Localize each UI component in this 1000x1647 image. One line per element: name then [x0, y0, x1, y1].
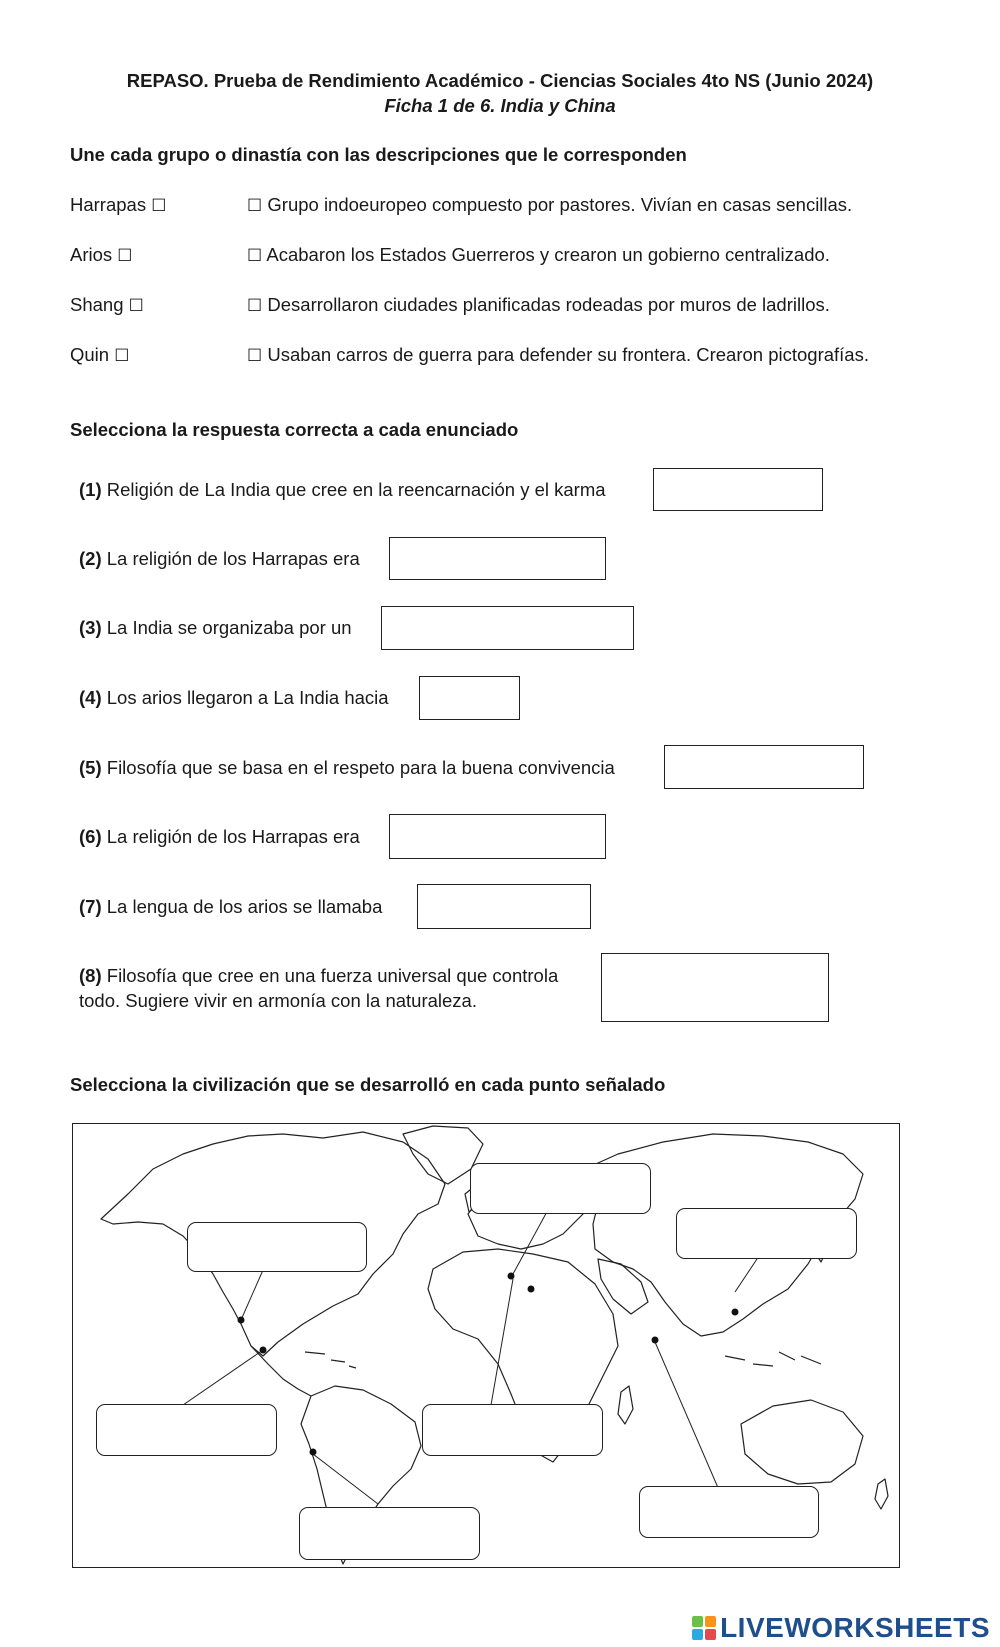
section2-heading: Selecciona la respuesta correcta a cada enunciado — [70, 419, 519, 440]
pointer-line — [241, 1270, 263, 1320]
location-point — [528, 1286, 535, 1293]
answer-select[interactable] — [381, 606, 634, 650]
question — [79, 894, 382, 919]
match-checkbox[interactable]: ☐ — [117, 246, 133, 266]
pointer-line — [313, 1454, 378, 1504]
group-label: Harrapas — [70, 194, 147, 215]
map-answer-select[interactable] — [422, 1404, 603, 1456]
question — [79, 546, 360, 571]
new-zealand-shape — [875, 1479, 888, 1509]
description-item — [247, 194, 852, 216]
question-number: (3) — [79, 617, 102, 638]
question-text: La India se organizaba por un — [106, 617, 352, 638]
question-text: Filosofía que cree en una fuerza universal que controla — [106, 965, 559, 986]
group-label: Quin — [70, 344, 110, 365]
location-point — [238, 1317, 245, 1324]
question-text: Religión de La India que cree en la reencarnación y el karma — [106, 479, 606, 500]
map-answer-select[interactable] — [187, 1222, 367, 1272]
description-text: Usaban carros de guerra para defender su frontera. Crearon pictografías. — [267, 344, 869, 365]
map-answer-select[interactable] — [470, 1163, 651, 1214]
group-label: Arios — [70, 244, 113, 265]
match-checkbox[interactable]: ☐ — [114, 346, 130, 366]
description-text: Acabaron los Estados Guerreros y crearon un gobierno centralizado. — [266, 244, 830, 265]
liveworksheets-logo-icon — [692, 1616, 716, 1640]
question-number: (1) — [79, 479, 102, 500]
question-text: Los arios llegaron a La India hacia — [106, 687, 389, 708]
section1-heading: Une cada grupo o dinastía con las descripciones que le corresponden — [70, 144, 687, 165]
indonesia-shape — [725, 1352, 821, 1366]
pointer-line — [655, 1342, 719, 1490]
question — [79, 615, 352, 640]
question — [79, 685, 389, 710]
answer-select[interactable] — [664, 745, 864, 789]
answer-select[interactable] — [389, 814, 606, 859]
answer-select[interactable] — [417, 884, 591, 929]
question-number: (6) — [79, 826, 102, 847]
question-number: (4) — [79, 687, 102, 708]
location-point — [652, 1337, 659, 1344]
match-checkbox[interactable]: ☐ — [151, 196, 167, 216]
map-answer-select[interactable] — [676, 1208, 857, 1259]
answer-select[interactable] — [389, 537, 606, 580]
question-text: La religión de los Harrapas era — [106, 548, 360, 569]
question-text: todo. Sugiere vivir en armonía con la naturaleza. — [79, 990, 477, 1011]
question-number: (7) — [79, 896, 102, 917]
question-number: (8) — [79, 965, 102, 986]
group-label: Shang — [70, 294, 124, 315]
map-answer-select[interactable] — [639, 1486, 819, 1538]
location-point — [260, 1347, 267, 1354]
location-point — [508, 1273, 515, 1280]
section3-heading: Selecciona la civilización que se desarrolló en cada punto señalado — [70, 1074, 666, 1095]
match-checkbox[interactable]: ☐ — [247, 246, 263, 266]
description-item — [247, 294, 830, 316]
liveworksheets-logo[interactable] — [692, 1612, 990, 1644]
page-subtitle: Ficha 1 de 6. India y China — [384, 95, 616, 116]
question-number: (2) — [79, 548, 102, 569]
map-answer-select[interactable] — [96, 1404, 277, 1456]
group-item — [70, 244, 133, 266]
description-text: Desarrollaron ciudades planificadas rodeadas por muros de ladrillos. — [267, 294, 830, 315]
question — [79, 477, 606, 502]
location-point — [732, 1309, 739, 1316]
question — [79, 963, 558, 1013]
description-item — [247, 344, 869, 366]
map-answer-select[interactable] — [299, 1507, 480, 1560]
pointer-line — [491, 1279, 513, 1405]
page-title: REPASO. Prueba de Rendimiento Académico - Ciencias Sociales 4to NS (Junio 2024) — [126, 70, 874, 91]
caribbean-shape — [305, 1352, 356, 1368]
group-item — [70, 194, 166, 216]
answer-select[interactable] — [653, 468, 823, 511]
match-checkbox[interactable]: ☐ — [247, 346, 263, 366]
madagascar-shape — [618, 1386, 633, 1424]
answer-select[interactable] — [601, 953, 829, 1022]
question — [79, 824, 360, 849]
question-text: La lengua de los arios se llamaba — [106, 896, 383, 917]
description-text: Grupo indoeuropeo compuesto por pastores. Vivían en casas sencillas. — [267, 194, 853, 215]
description-item — [247, 244, 830, 266]
match-checkbox[interactable]: ☐ — [128, 296, 144, 316]
question-number: (5) — [79, 757, 102, 778]
arabia-shape — [598, 1259, 648, 1314]
logo-text: LIVEWORKSHEETS — [720, 1612, 990, 1643]
match-checkbox[interactable]: ☐ — [247, 296, 263, 316]
answer-select[interactable] — [419, 676, 520, 720]
group-item — [70, 344, 129, 366]
question — [79, 755, 615, 780]
pointer-line — [183, 1350, 263, 1405]
australia-shape — [741, 1400, 863, 1484]
match-checkbox[interactable]: ☐ — [247, 196, 263, 216]
location-point — [310, 1449, 317, 1456]
question-text: Filosofía que se basa en el respeto para la buena convivencia — [106, 757, 615, 778]
group-item — [70, 294, 144, 316]
question-text: La religión de los Harrapas era — [106, 826, 360, 847]
